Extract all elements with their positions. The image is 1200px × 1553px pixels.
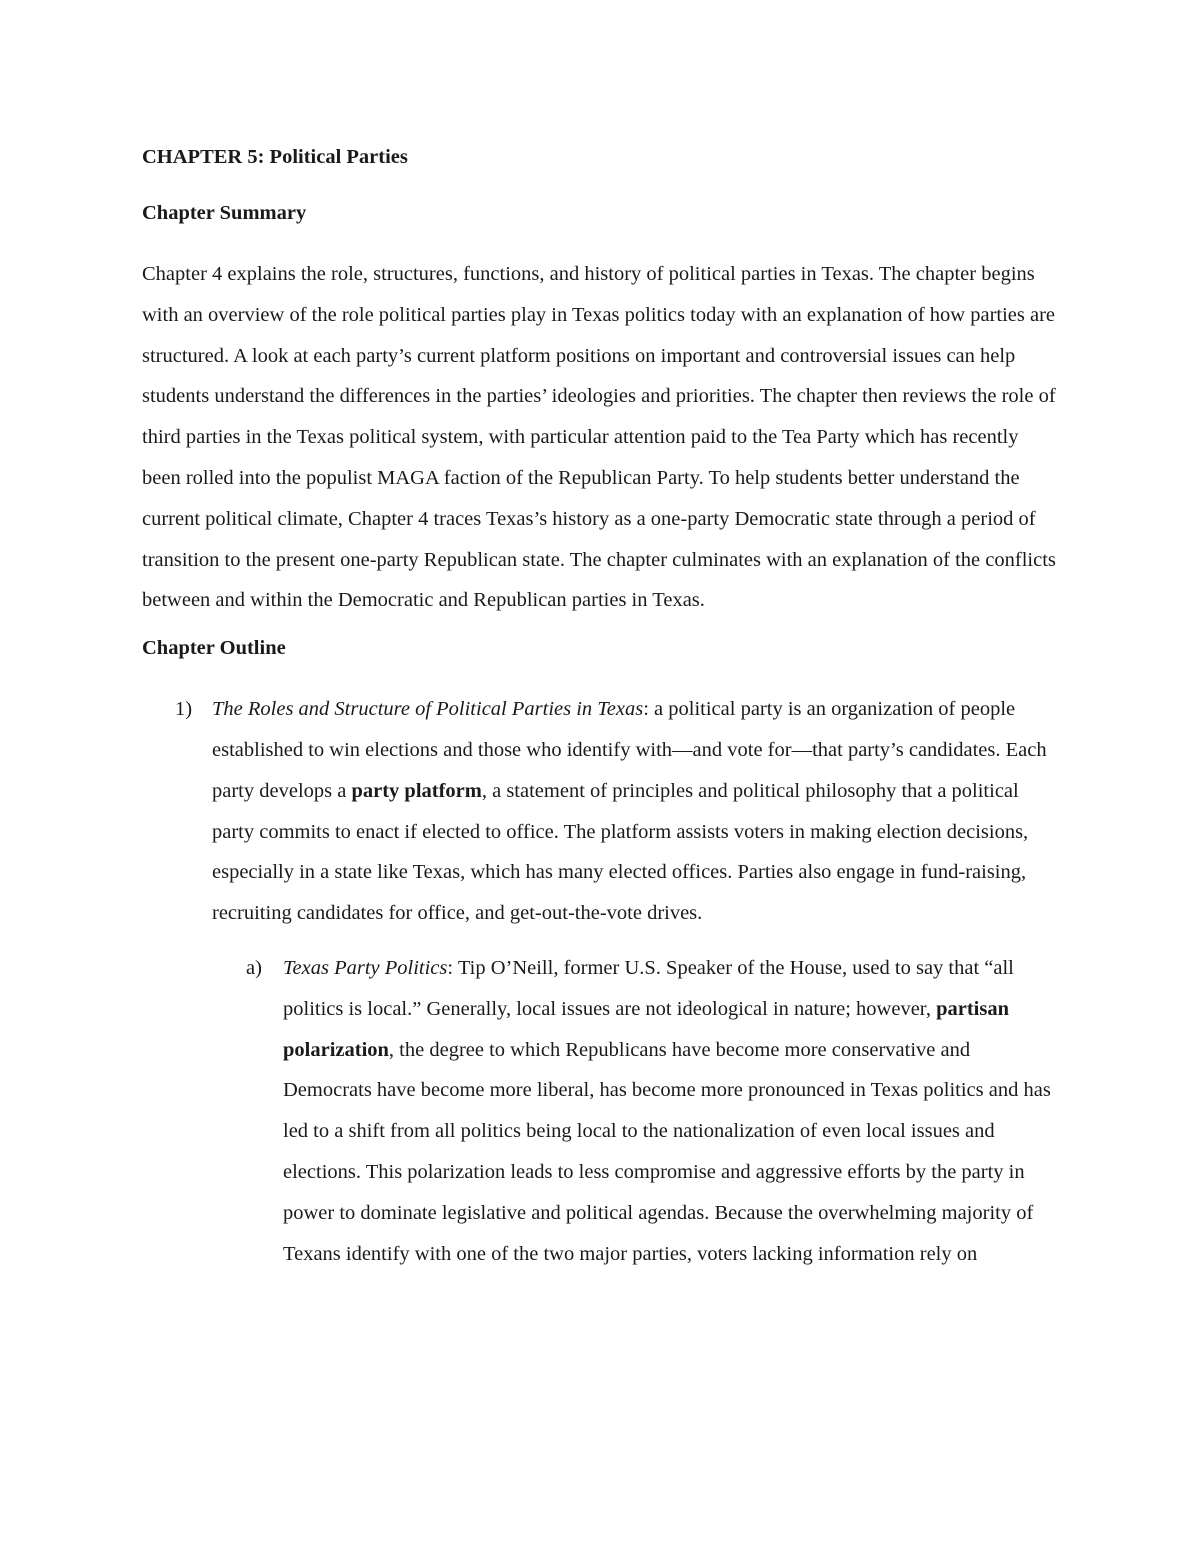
summary-paragraph: Chapter 4 explains the role, structures, functions, and history of political parties in Texas. The chapter begins with an overview of the role political parties play in Texas politics today with an explanation of how parties are structured. A look at each party’s current platform positions on important and controversial issues can help students understand the differences in the parties’ ideologies and priorities. The chapter then reviews the role of third parties in the Texas political system, with particular attention paid to the Tea Party which has recently been rolled into the populist MAGA faction of the Republican Party. To help students better understand the current political climate, Chapter 4 traces Texas’s history as a one-party Democratic state through a period of transition to the present one-party Republican state. The chapter culminates with an explanation of the conflicts between and within the Democratic and Republican parties in Texas. xyxy=(142,263,1056,612)
outline-item-1a-marker: a) xyxy=(246,956,262,979)
outline-heading: Chapter Outline xyxy=(142,637,286,660)
outline-item-1a-title: Texas Party Politics xyxy=(283,956,448,979)
outline-item-1a-text-a: : Tip O’Neill, former U.S. Speaker of the House, used to say that “all politics is local.” Generally, local issues are not ideological in nature; however, xyxy=(283,956,1014,1020)
key-term-party-platform: party platform xyxy=(351,779,482,802)
outline-item-1-text-b: , a statement of principles and political philosophy that a political party commits to enact if elected to office. The platform assists voters in making election decisions, especially in a state like Texas, which has many elected offices. Parties also engage in fund-raising, recruiting candidates for office, and get-out-the-vote drives. xyxy=(212,779,1029,925)
outline-item-1a-text-b: , the degree to which Republicans have become more conservative and Democrats have become more liberal, has become more pronounced in Texas politics and has led to a shift from all politics being local to the nationalization of even local issues and elections. This polarization leads to less compromise and aggressive efforts by the party in power to dominate legislative and political agendas. Because the overwhelming majority of Texans identify with one of the two major parties, voters lacking information rely on xyxy=(283,1038,1051,1265)
outline-item-1a xyxy=(246,948,1060,1274)
outline-item-1-marker: 1) xyxy=(175,698,193,721)
outline-item-1 xyxy=(175,689,1060,934)
outline-item-1-text-a: : a political party is an organization of people established to win elections and those who identify with—and vote for—that party’s candidates. Each party develops a xyxy=(212,698,1047,802)
outline-item-1-title: The Roles and Structure of Political Parties in Texas xyxy=(212,698,644,721)
summary-heading: Chapter Summary xyxy=(142,202,307,224)
document-page xyxy=(142,142,1060,1274)
key-term-partisan-polarization: partisan polarization xyxy=(283,997,1009,1061)
chapter-title: CHAPTER 5: Political Parties xyxy=(142,146,408,168)
